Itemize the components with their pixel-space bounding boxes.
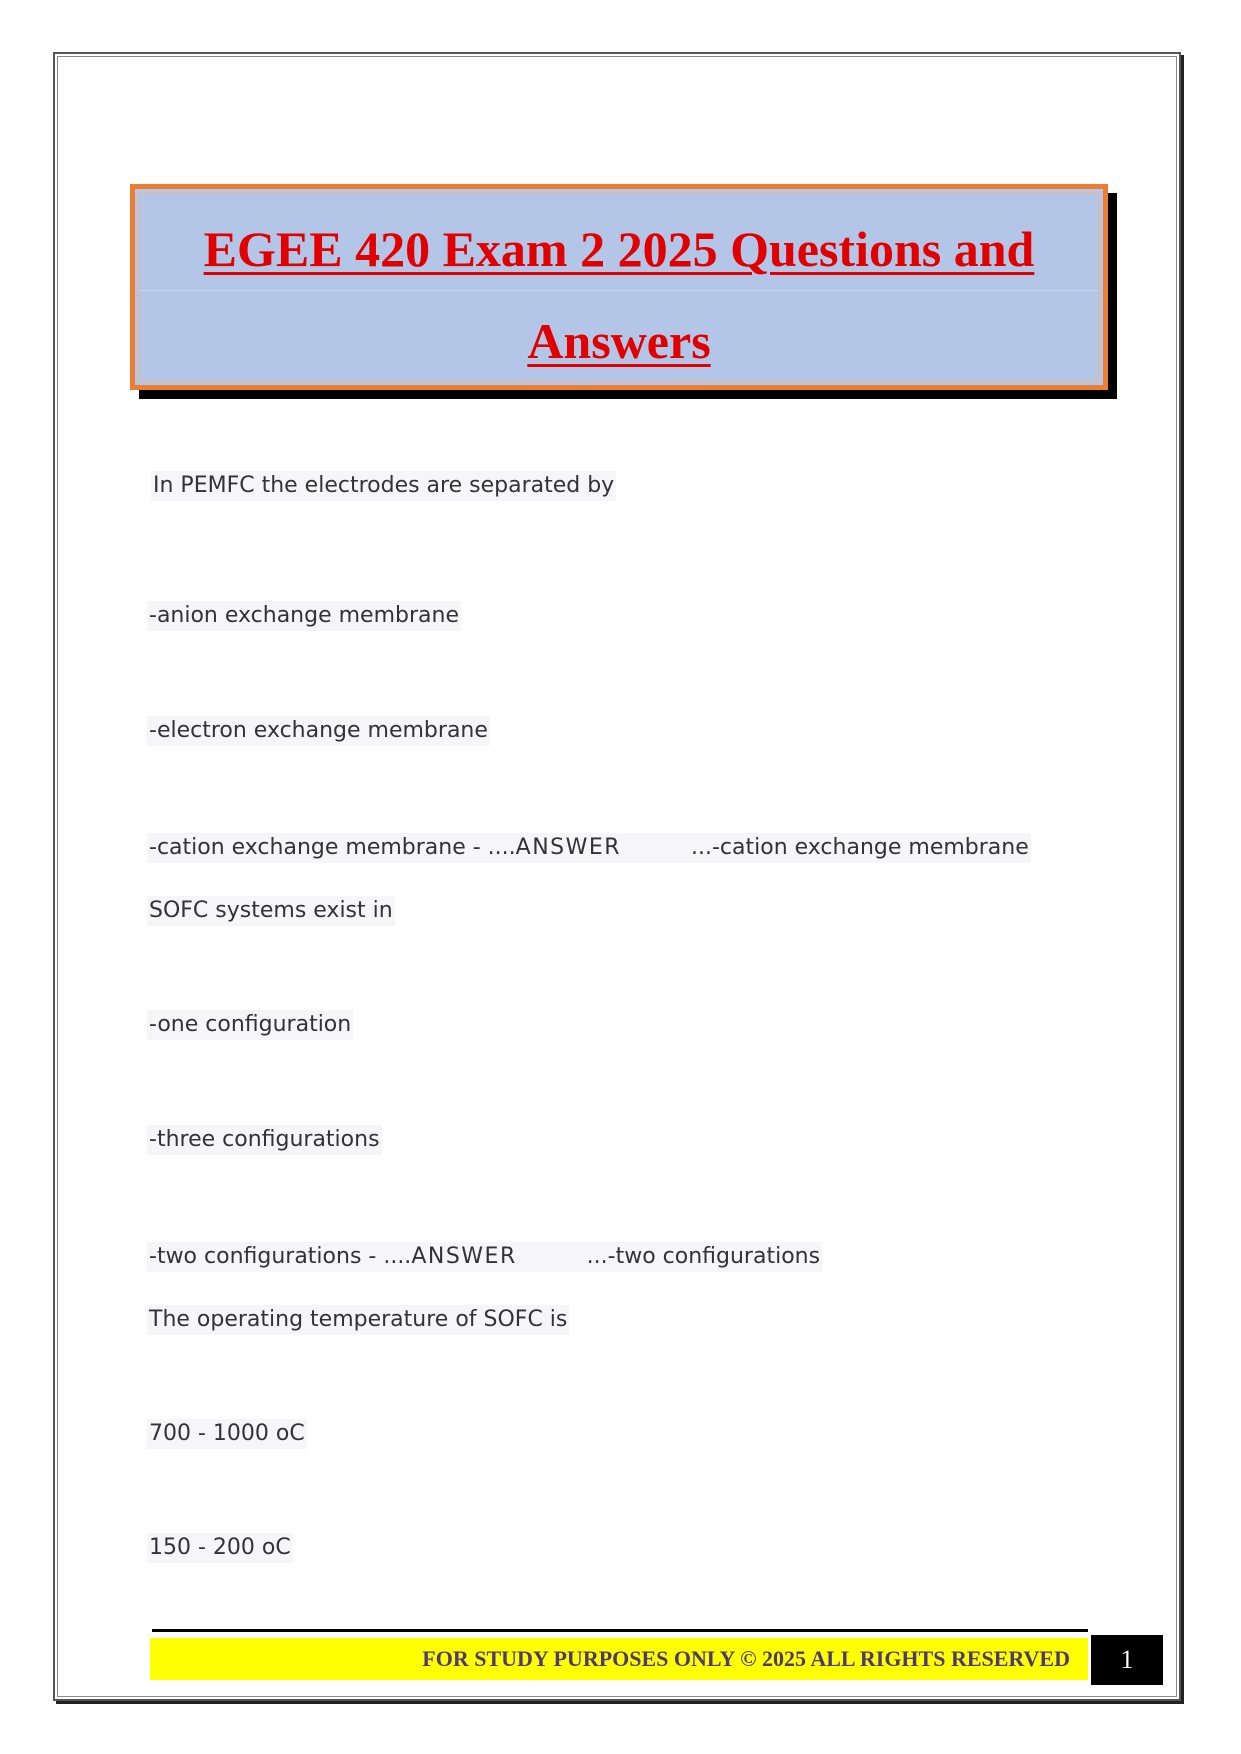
- footer-rule: [152, 1629, 1088, 1632]
- answer-tag: ANSWER: [411, 1244, 517, 1269]
- answer-text: ...-cation exchange membrane: [691, 835, 1029, 860]
- footer-bar: [150, 1638, 1088, 1680]
- title-box: [130, 184, 1108, 390]
- option-1b: -electron exchange membrane: [147, 716, 490, 746]
- option-3b: 150 - 200 oC: [147, 1533, 293, 1563]
- option-text: -two configurations - ....: [149, 1244, 412, 1269]
- answer-gap: [621, 835, 691, 860]
- question-3: The operating temperature of SOFC is: [147, 1305, 569, 1335]
- answer-tag: ANSWER: [515, 835, 622, 860]
- document-title: EGEE 420 Exam 2 2025 Questions and Answers: [203, 221, 1035, 369]
- option-3a: 700 - 1000 oC: [147, 1419, 307, 1449]
- question-2: SOFC systems exist in: [147, 896, 395, 926]
- answer-gap: [517, 1244, 587, 1269]
- option-1a: -anion exchange membrane: [147, 601, 461, 631]
- option-2b: -three configurations: [147, 1125, 382, 1155]
- option-text: -cation exchange membrane - ....: [149, 835, 516, 860]
- option-2c-with-answer: [147, 1242, 822, 1272]
- footer-notice: FOR STUDY PURPOSES ONLY © 2025 ALL RIGHTS RESERVED: [422, 1646, 1070, 1671]
- question-1: In PEMFC the electrodes are separated by: [151, 471, 616, 501]
- option-2a: -one configuration: [147, 1010, 353, 1040]
- answer-text: ...-two configurations: [586, 1244, 821, 1269]
- page-number: 1: [1120, 1645, 1134, 1674]
- option-1c-with-answer: [147, 833, 1031, 863]
- page-number-box: [1091, 1635, 1163, 1685]
